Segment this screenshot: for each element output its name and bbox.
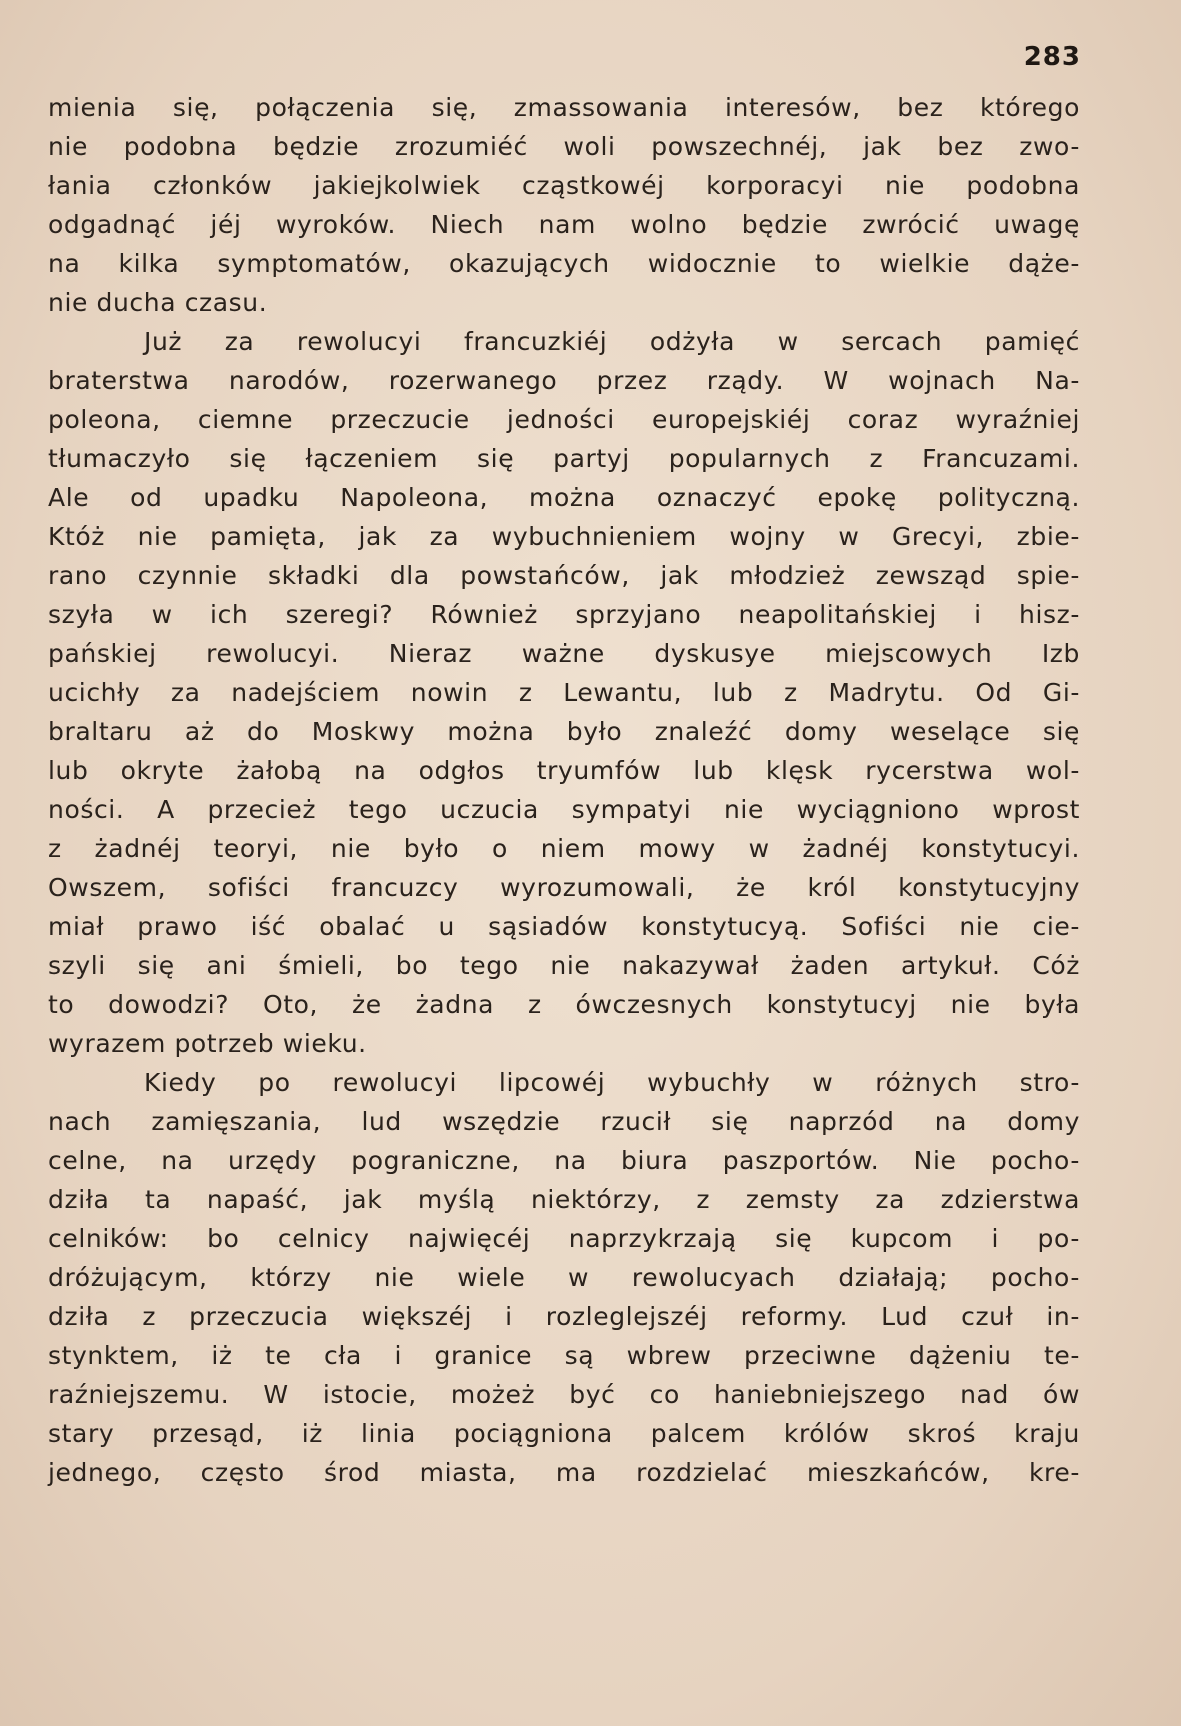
text-line: Ale od upadku Napoleona, można oznaczyć epokę polityczną. <box>48 483 1080 512</box>
text-line: łania członków jakiejkolwiek cząstkowéj korporacyi nie podobna <box>48 171 1080 200</box>
text-line: nie ducha czasu. <box>48 288 268 317</box>
text-line: szyła w ich szeregi? Również sprzyjano neapolitańskiej i hisz- <box>48 600 1080 629</box>
text-line: stynktem, iż te cła i granice są wbrew przeciwne dążeniu te- <box>48 1341 1080 1370</box>
text-line: lub okryte żałobą na odgłos tryumfów lub klęsk rycerstwa wol- <box>48 756 1080 785</box>
text-line: z żadnéj teoryi, nie było o niem mowy w żadnéj konstytucyi. <box>48 834 1080 863</box>
text-line: celne, na urzędy pograniczne, na biura paszportów. Nie pocho- <box>48 1146 1080 1175</box>
text-line: to dowodzi? Oto, że żadna z ówczesnych konstytucyj nie była <box>48 990 1080 1019</box>
text-line: braterstwa narodów, rozerwanego przez rządy. W wojnach Na- <box>48 366 1080 395</box>
text-line: szyli się ani śmieli, bo tego nie nakazywał żaden artykuł. Cóż <box>48 951 1080 980</box>
text-line: nach zamięszania, lud wszędzie rzucił się naprzód na domy <box>48 1107 1080 1136</box>
text-line: dziła ta napaść, jak myślą niektórzy, z zemsty za zdzierstwa <box>48 1185 1080 1214</box>
text-line: odgadnąć jéj wyroków. Niech nam wolno będzie zwrócić uwagę <box>48 210 1080 239</box>
text-line: pańskiej rewolucyi. Nieraz ważne dyskusye miejscowych Izb <box>48 639 1080 668</box>
text-line: ności. A przecież tego uczucia sympatyi nie wyciągniono wprost <box>48 795 1080 824</box>
text-line: celników: bo celnicy najwięcéj naprzykrzają się kupcom i po- <box>48 1224 1080 1253</box>
text-line: braltaru aż do Moskwy można było znaleźć domy weselące się <box>48 717 1080 746</box>
text-line: Już za rewolucyi francuzkiéj odżyła w sercach pamięć <box>144 327 1080 356</box>
text-line: jednego, często środ miasta, ma rozdzielać mieszkańców, kre- <box>48 1458 1080 1487</box>
text-line: poleona, ciemne przeczucie jedności europejskiéj coraz wyraźniej <box>48 405 1080 434</box>
text-line: tłumaczyło się łączeniem się partyj popularnych z Francuzami. <box>48 444 1080 473</box>
text-line: miał prawo iść obalać u sąsiadów konstytucyą. Sofiści nie cie- <box>48 912 1080 941</box>
text-line: dziła z przeczucia większéj i rozleglejszéj reformy. Lud czuł in- <box>48 1302 1080 1331</box>
body-text <box>48 88 1080 1492</box>
text-line: Owszem, sofiści francuzcy wyrozumowali, że król konstytucyjny <box>48 873 1080 902</box>
text-line: Któż nie pamięta, jak za wybuchnieniem wojny w Grecyi, zbie- <box>48 522 1080 551</box>
text-line: stary przesąd, iż linia pociągniona palcem królów skroś kraju <box>48 1419 1080 1448</box>
text-line: dróżującym, którzy nie wiele w rewolucyach działają; pocho- <box>48 1263 1080 1292</box>
text-line: raźniejszemu. W istocie, możeż być co haniebniejszego nad ów <box>48 1380 1080 1409</box>
page-number: 283 <box>1023 42 1081 72</box>
text-line: nie podobna będzie zrozumiéć woli powszechnéj, jak bez zwo- <box>48 132 1080 161</box>
text-line: Kiedy po rewolucyi lipcowéj wybuchły w różnych stro- <box>144 1068 1080 1097</box>
text-line: mienia się, połączenia się, zmassowania interesów, bez którego <box>48 93 1080 122</box>
text-line: wyrazem potrzeb wieku. <box>48 1029 367 1058</box>
text-line: ucichły za nadejściem nowin z Lewantu, lub z Madrytu. Od Gi- <box>48 678 1080 707</box>
text-line: rano czynnie składki dla powstańców, jak młodzież zewsząd spie- <box>48 561 1080 590</box>
text-line: na kilka symptomatów, okazujących widocznie to wielkie dąże- <box>48 249 1080 278</box>
